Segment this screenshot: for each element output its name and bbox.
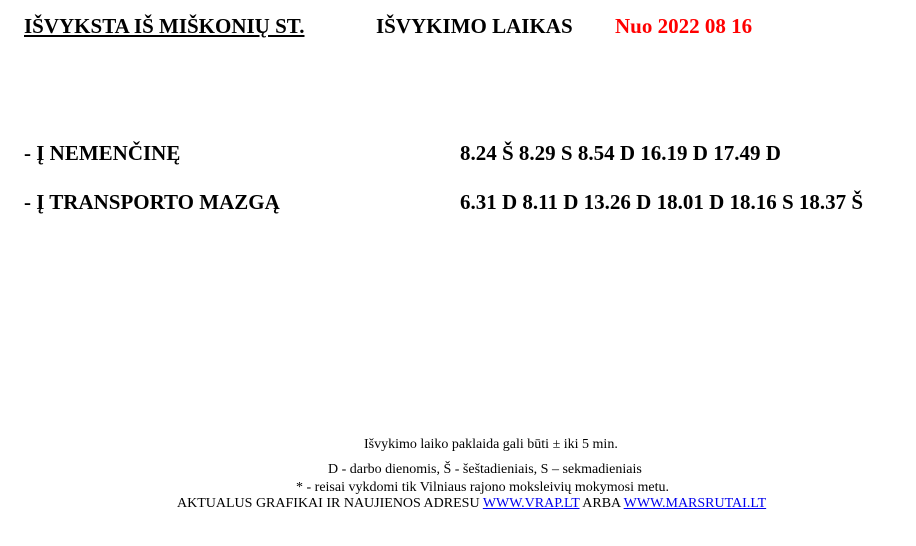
route-departure-times: 6.31 D 8.11 D 13.26 D 18.01 D 18.16 S 18.37 Š <box>460 190 864 214</box>
valid-from-date: Nuo 2022 08 16 <box>615 14 753 38</box>
route-departure-times: 8.24 Š 8.29 S 8.54 D 16.19 D 17.49 D <box>460 141 781 165</box>
station-title: IŠVYKSTA IŠ MIŠKONIŲ ST. <box>24 14 305 38</box>
school-trips-note: * - reisai vykdomi tik Vilniaus rajono moksleivių mokymosi metu. <box>296 480 669 495</box>
day-legend: D - darbo dienomis, Š - šeštadieniais, S – sekmadieniais <box>328 462 642 477</box>
route-destination: - Į TRANSPORTO MAZGĄ <box>24 190 280 214</box>
marsrutai-link[interactable]: WWW.MARSRUTAI.LT <box>623 496 767 511</box>
tolerance-note: Išvykimo laiko paklaida gali būti ± iki 5 min. <box>364 437 618 452</box>
route-destination: - Į NEMENČINĘ <box>24 141 181 165</box>
vrap-link[interactable]: WWW.VRAP.LT <box>482 496 580 511</box>
links-line <box>177 496 766 512</box>
departure-time-label: IŠVYKIMO LAIKAS <box>376 14 573 38</box>
links-prefix: AKTUALUS GRAFIKAI IR NAUJIENOS ADRESU <box>177 496 483 511</box>
links-middle: ARBA <box>579 496 624 511</box>
route-row-nemencine <box>24 141 916 167</box>
route-row-transporto-mazgas <box>24 190 916 216</box>
